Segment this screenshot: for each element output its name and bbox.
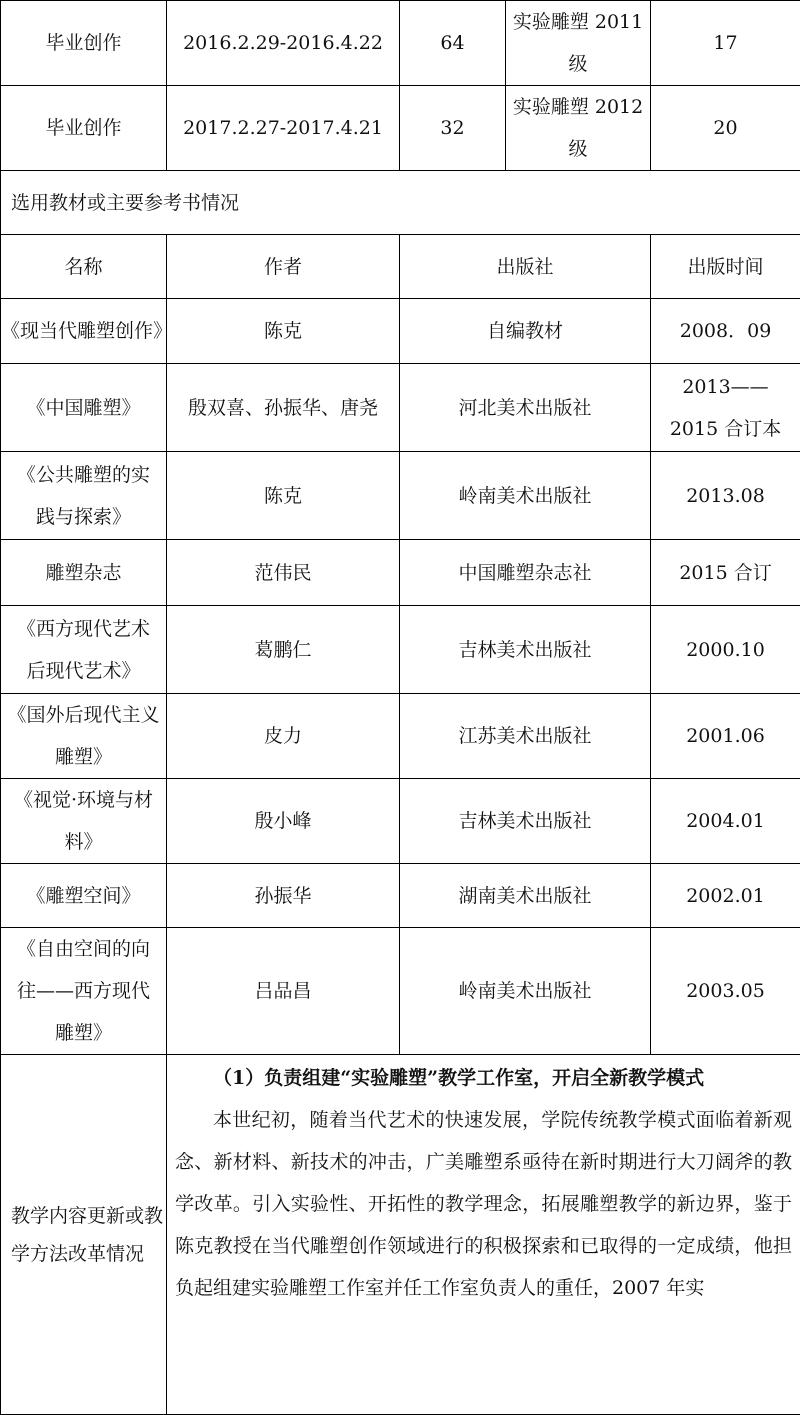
book-row [1,540,800,606]
book-name: 雕塑杂志 [1,540,167,606]
book-date: 2013——2015 合订本 [651,364,800,452]
reform-heading: （1）负责组建“实验雕塑”教学工作室，开启全新教学模式 [175,1057,792,1099]
book-row [1,864,800,928]
header-author: 作者 [167,235,400,299]
book-row [1,299,800,364]
header-row [1,235,800,299]
book-author: 范伟民 [167,540,400,606]
reform-row [1,1055,800,1415]
course-class: 实验雕塑 2012 级 [506,86,651,171]
materials-title: 选用教材或主要参考书情况 [1,171,800,235]
course-name: 毕业创作 [1,86,167,171]
course-row [1,86,800,171]
book-date: 2013.08 [651,452,800,540]
reform-content [167,1055,800,1415]
book-publisher: 吉林美术出版社 [400,779,651,864]
book-date: 2004.01 [651,779,800,864]
course-name: 毕业创作 [1,1,167,86]
book-publisher: 河北美术出版社 [400,364,651,452]
book-name: 《自由空间的向往——西方现代雕塑》 [1,928,167,1055]
book-author: 殷小峰 [167,779,400,864]
book-author: 葛鹏仁 [167,606,400,694]
book-name: 《现当代雕塑创作》 [1,299,167,364]
course-students: 17 [651,1,800,86]
header-publisher: 出版社 [400,235,651,299]
book-row [1,928,800,1055]
book-name: 《视觉·环境与材料》 [1,779,167,864]
book-row [1,694,800,779]
book-date: 2008．09 [651,299,800,364]
book-date: 2000.10 [651,606,800,694]
course-period: 2016.2.29-2016.4.22 [167,1,400,86]
book-name: 《西方现代艺术 后现代艺术》 [1,606,167,694]
book-author: 陈克 [167,452,400,540]
course-hours: 64 [400,1,506,86]
book-publisher: 自编教材 [400,299,651,364]
book-row [1,606,800,694]
book-row [1,452,800,540]
book-author: 陈克 [167,299,400,364]
book-date: 2015 合订 [651,540,800,606]
course-students: 20 [651,86,800,171]
book-publisher: 湖南美术出版社 [400,864,651,928]
book-author: 吕品昌 [167,928,400,1055]
book-publisher: 中国雕塑杂志社 [400,540,651,606]
book-author: 皮力 [167,694,400,779]
book-publisher: 岭南美术出版社 [400,928,651,1055]
book-row [1,779,800,864]
reform-body: 本世纪初，随着当代艺术的快速发展，学院传统教学模式面临着新观念、新材料、新技术的冲击，广美雕塑系亟待在新时期进行大刀阔斧的教学改革。引入实验性、开拓性的教学理念，拓展雕塑教学的新边界，鉴于陈克教授在当代雕塑创作领域进行的积极探索和已取得的一定成绩，他担负起组建实验雕塑工作室并任工作室负责人的重任，2007 年实 [175,1099,792,1309]
book-date: 2001.06 [651,694,800,779]
book-name: 《公共雕塑的实践与探索》 [1,452,167,540]
course-class: 实验雕塑 2011 级 [506,1,651,86]
book-name: 《中国雕塑》 [1,364,167,452]
book-publisher: 江苏美术出版社 [400,694,651,779]
course-period: 2017.2.27-2017.4.21 [167,86,400,171]
book-date: 2003.05 [651,928,800,1055]
header-name: 名称 [1,235,167,299]
reform-label: 教学内容更新或教学方法改革情况 [1,1055,167,1415]
book-name: 《国外后现代主义雕塑》 [1,694,167,779]
book-publisher: 岭南美术出版社 [400,452,651,540]
header-date: 出版时间 [651,235,800,299]
book-publisher: 吉林美术出版社 [400,606,651,694]
book-row [1,364,800,452]
course-row [1,1,800,86]
book-date: 2002.01 [651,864,800,928]
course-hours: 32 [400,86,506,171]
book-name: 《雕塑空间》 [1,864,167,928]
section-row [1,171,800,235]
book-author: 殷双喜、孙振华、唐尧 [167,364,400,452]
book-author: 孙振华 [167,864,400,928]
